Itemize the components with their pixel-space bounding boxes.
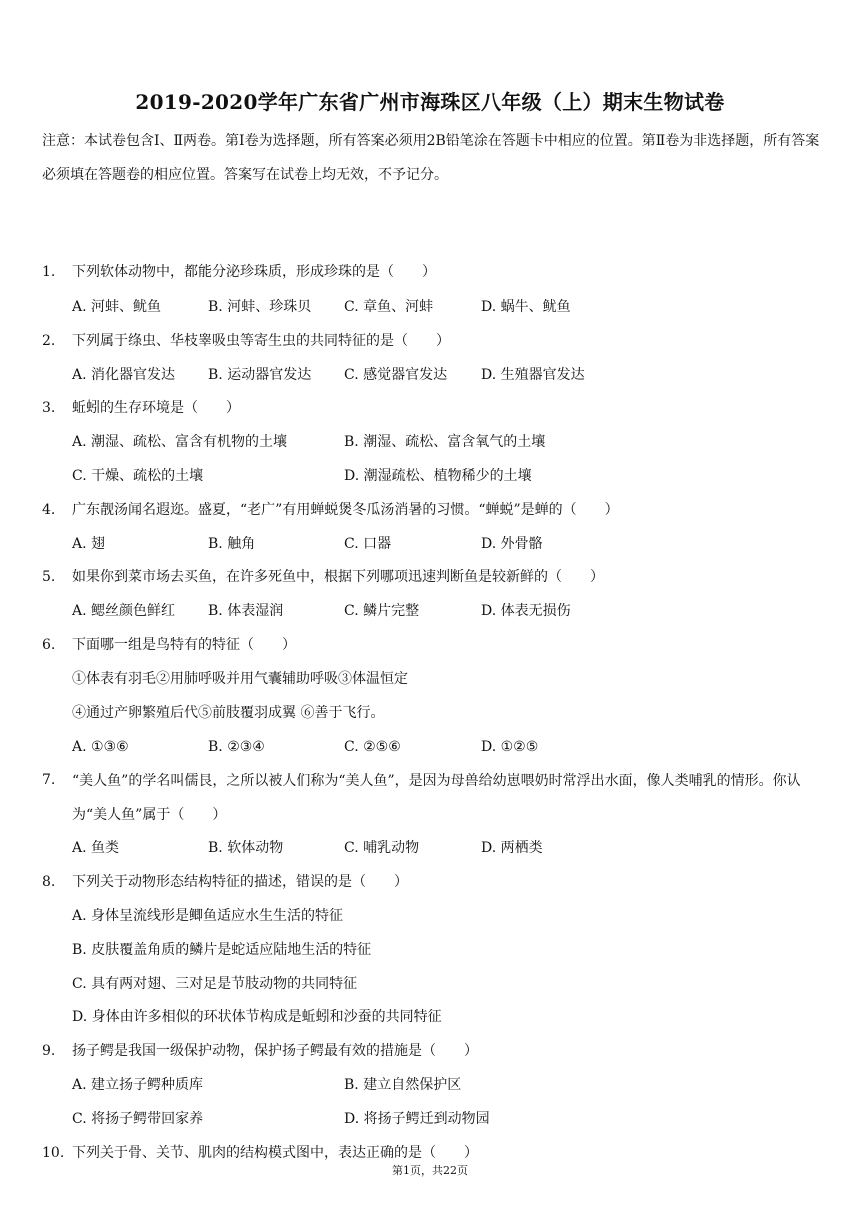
option-b: B. 皮肤覆盖角质的鳞片是蛇适应陆地生活的特征 — [72, 942, 372, 958]
page-title: 2019-2020学年广东省广州市海珠区八年级（上）期末生物试卷 — [135, 90, 725, 114]
question-number: 2. — [42, 333, 56, 349]
option-b: B. 运动器官发达 — [208, 367, 312, 383]
option-c: C. ②⑤⑥ — [344, 739, 401, 755]
option-c: C. 哺乳动物 — [344, 840, 420, 856]
question-stem: 如果你到菜市场去买鱼，在许多死鱼中，根据下列哪项迅速判断鱼是较新鲜的（ ） — [72, 569, 604, 585]
question-stem: 下面哪一组是鸟特有的特征（ ） — [72, 637, 296, 653]
option-a: A. 鳃丝颜色鲜红 — [72, 603, 176, 619]
option-d: D. 蜗牛、鱿鱼 — [481, 299, 571, 315]
option-b: B. 软体动物 — [208, 840, 284, 856]
option-b: B. 建立自然保护区 — [344, 1077, 462, 1093]
question-number: 8. — [42, 874, 56, 890]
option-b: B. 体表湿润 — [208, 603, 284, 619]
question-stem: 下列属于绦虫、华枝睾吸虫等寄生虫的共同特征的是（ ） — [72, 333, 450, 349]
option-d: D. 生殖器官发达 — [481, 367, 585, 383]
question-number: 4. — [42, 502, 56, 518]
option-c: C. 章鱼、河蚌 — [344, 299, 434, 315]
exam-notice: 注意：本试卷包含Ⅰ、Ⅱ两卷。第Ⅰ卷为选择题，所有答案必须用2B铅笔涂在答题卡中相应的位置。第Ⅱ卷为非选择题，所有答案必须填在答题卷的相应位置。答案写在试卷上均无效，不予记分。 — [42, 133, 820, 183]
option-d: D. 体表无损伤 — [481, 603, 571, 619]
question-statement-line: ④通过产卵繁殖后代⑤前肢覆羽成翼 ⑥善于飞行。 — [72, 705, 385, 721]
question-stem: 蚯蚓的生存环境是（ ） — [72, 400, 240, 416]
question-stem: 广东靓汤闻名遐迩。盛夏，“老广”有用蝉蜕煲冬瓜汤消暑的习惯。“蝉蜕”是蝉的（ ） — [72, 502, 619, 518]
option-c: C. 感觉器官发达 — [344, 367, 448, 383]
option-a: A. ①③⑥ — [72, 739, 129, 755]
option-c: C. 具有两对翅、三对足是节肢动物的共同特征 — [72, 976, 358, 992]
question-stem: 下列关于动物形态结构特征的描述，错误的是（ ） — [72, 874, 408, 890]
option-a: A. 潮湿、疏松、富含有机物的土壤 — [72, 434, 288, 450]
question-number: 7. — [42, 772, 56, 788]
option-d: D. 两栖类 — [481, 840, 543, 856]
question-number: 9. — [42, 1043, 56, 1059]
option-a: A. 建立扬子鳄种质库 — [72, 1077, 204, 1093]
option-c: C. 鳞片完整 — [344, 603, 420, 619]
question-stem: 下列软体动物中，都能分泌珍珠质，形成珍珠的是（ ） — [72, 264, 436, 280]
option-d: D. 将扬子鳄迁到动物园 — [344, 1111, 490, 1127]
option-d: D. 外骨骼 — [481, 536, 543, 552]
option-c: C. 干燥、疏松的土壤 — [72, 468, 204, 484]
option-c: C. 将扬子鳄带回家养 — [72, 1111, 204, 1127]
option-a: A. 翅 — [72, 536, 106, 552]
question-stem: 扬子鳄是我国一级保护动物，保护扬子鳄最有效的措施是（ ） — [72, 1043, 478, 1059]
option-b: B. ②③④ — [208, 739, 265, 755]
page-footer: 第1页，共22页 — [392, 1164, 468, 1177]
question-stem: 下列关于骨、关节、肌肉的结构模式图中，表达正确的是（ ） — [72, 1145, 478, 1161]
question-number: 10. — [42, 1145, 65, 1161]
option-c: C. 口器 — [344, 536, 392, 552]
option-a: A. 鱼类 — [72, 840, 120, 856]
question-stem: “美人鱼”的学名叫儒艮，之所以被人们称为“美人鱼”，是因为母兽给幼崽喂奶时常浮出水面，像人类哺乳的情形。你认为“美人鱼”属于（ ） — [72, 773, 801, 823]
option-b: B. 触角 — [208, 536, 256, 552]
question-statement-line: ①体表有羽毛②用肺呼吸并用气囊辅助呼吸③体温恒定 — [72, 671, 408, 687]
question-number: 1. — [42, 264, 56, 280]
option-a: A. 河蚌、鱿鱼 — [72, 299, 162, 315]
question-number: 3. — [42, 400, 56, 416]
question-number: 5. — [42, 569, 56, 585]
option-a: A. 消化器官发达 — [72, 367, 176, 383]
option-d: D. 身体由许多相似的环状体节构成是蚯蚓和沙蚕的共同特征 — [72, 1009, 442, 1025]
option-d: D. ①②⑤ — [481, 739, 539, 755]
question-number: 6. — [42, 637, 56, 653]
option-b: B. 河蚌、珍珠贝 — [208, 299, 312, 315]
option-d: D. 潮湿疏松、植物稀少的土壤 — [344, 468, 532, 484]
option-a: A. 身体呈流线形是鲫鱼适应水生生活的特征 — [72, 908, 344, 924]
option-b: B. 潮湿、疏松、富含氧气的土壤 — [344, 434, 546, 450]
